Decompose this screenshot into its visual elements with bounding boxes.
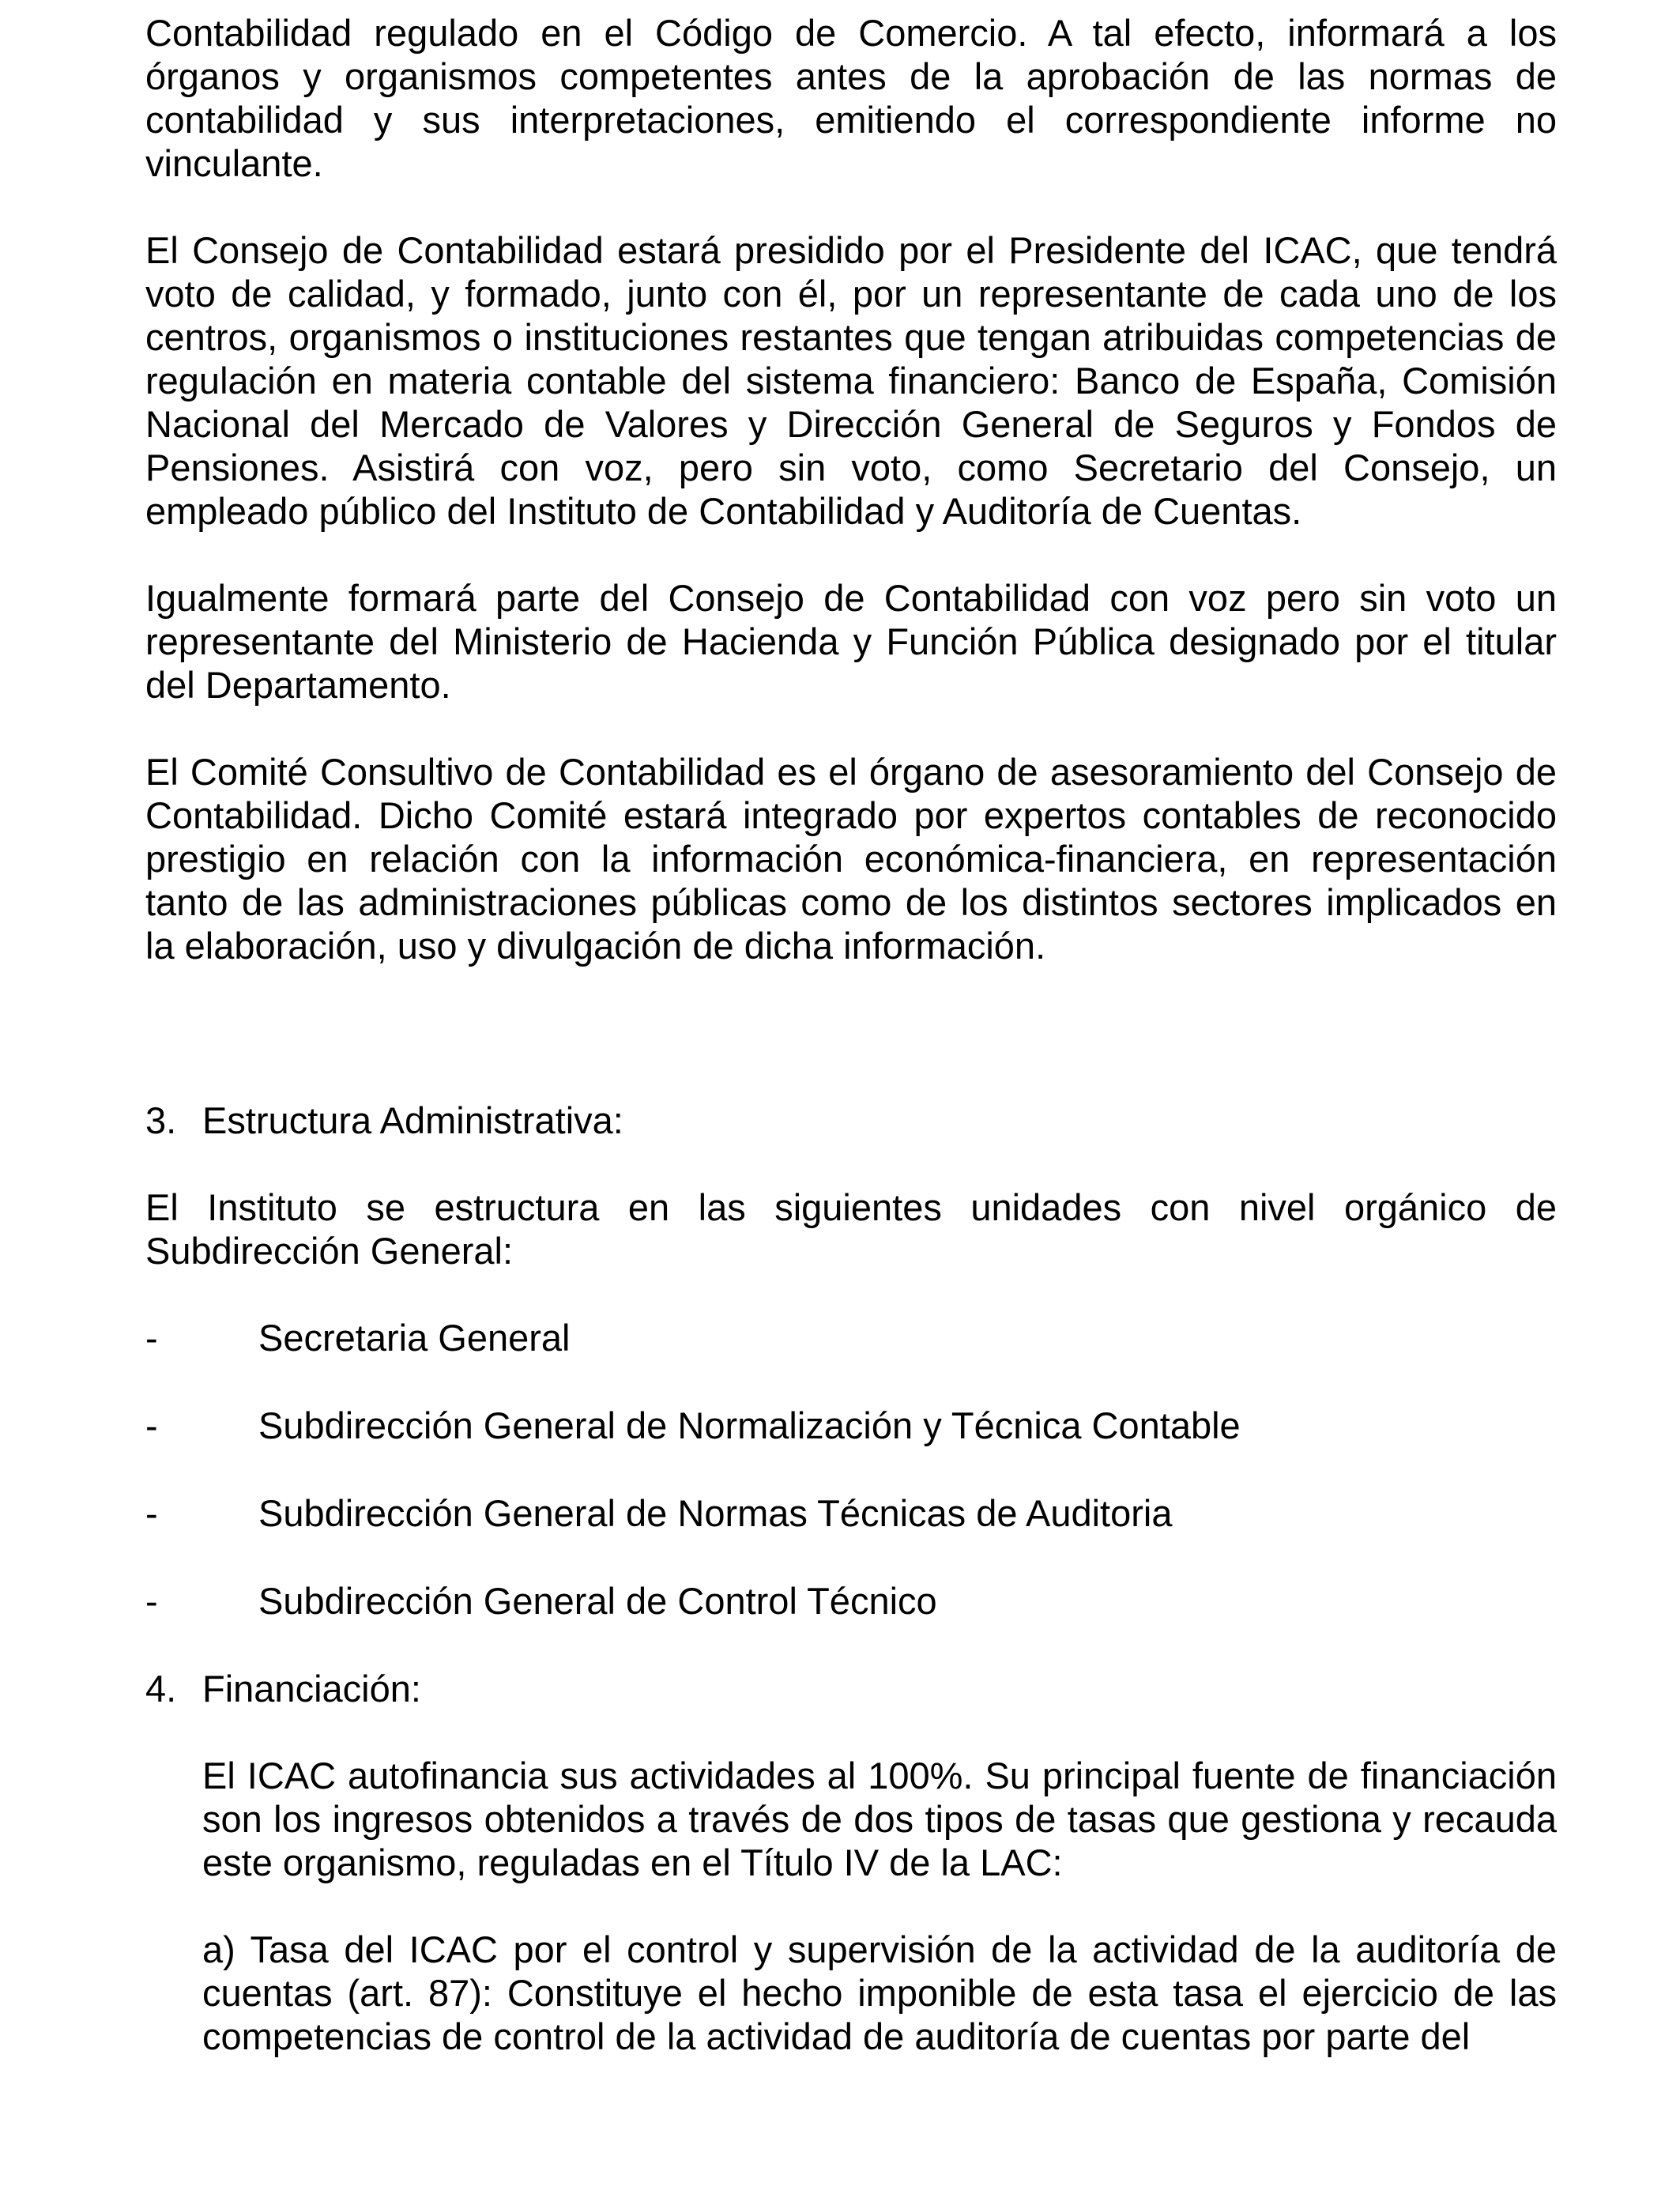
section-4-number: 4. [145, 1668, 177, 1710]
list-item-text: Subdirección General de Normas Técnicas de Auditoria [258, 1492, 1173, 1534]
dash-marker: - [145, 1492, 158, 1534]
dash-marker: - [145, 1317, 158, 1359]
section-4-paragraph-autofinancia: El ICAC autofinancia sus actividades al 100%. Su principal fuente de financiación son los ingresos obtenidos a través de dos tipos de tasas que gestiona y recauda este organismo, reguladas en el Título IV de la LAC: [202, 1755, 1557, 1883]
section-3-intro: El Instituto se estructura en las siguientes unidades con nivel orgánico de Subdirección General: [145, 1186, 1557, 1272]
paragraph-consejo-composicion: El Consejo de Contabilidad estará presidido por el Presidente del ICAC, que tendrá voto de calidad, y formado, junto con él, por un representante de cada uno de los centros, organismos o instituciones restantes que tengan atribuidas competencias de regulación en materia contable del sistema financiero: Banco de España, Comisión Nacional del Mercado de Valores y Dirección General de Seguros y Fondos de Pensiones. Asistirá con voz, pero sin voto, como Secretario del Consejo, un empleado público del Instituto de Contabilidad y Auditoría de Cuentas. [145, 229, 1557, 532]
paragraph-comite-consultivo: El Comité Consultivo de Contabilidad es el órgano de asesoramiento del Consejo de Contabilidad. Dicho Comité estará integrado por expertos contables de reconocido prestigio en relación con la información económica-financiera, en representación tanto de las administraciones públicas como de los distintos sectores implicados en la elaboración, uso y divulgación de dicha información. [145, 751, 1557, 967]
list-item-text: Subdirección General de Control Técnico [258, 1580, 937, 1622]
list-item-text: Subdirección General de Normalización y Técnica Contable [258, 1404, 1241, 1446]
section-3-title: Estructura Administrativa: [202, 1099, 623, 1141]
section-4-heading [145, 1667, 1557, 1710]
section-4-title: Financiación: [202, 1668, 421, 1710]
dash-marker: - [145, 1404, 158, 1446]
section-4-paragraph-tasa-a: a) Tasa del ICAC por el control y supervisión de la actividad de la auditoría de cuentas (art. 87): Constituye el hecho imponible de esta tasa el ejercicio de las competencias de control de la actividad de auditoría de cuentas por parte del [202, 1928, 1557, 2057]
paragraph-consejo-funciones: Contabilidad regulado en el Código de Comercio. A tal efecto, informará a los órganos y organismos competentes antes de la aprobación de las normas de contabilidad y sus interpretaciones, emitiendo el correspondiente informe no vinculante. [145, 12, 1557, 184]
list-item-normalizacion [145, 1404, 1557, 1447]
section-spacer [145, 967, 1557, 1099]
dash-marker: - [145, 1580, 158, 1622]
list-item-text: Secretaria General [258, 1317, 571, 1359]
list-item-secretaria [145, 1316, 1557, 1359]
list-item-normas-auditoria [145, 1491, 1557, 1535]
section-3-number: 3. [145, 1099, 177, 1141]
section-3-heading [145, 1099, 1557, 1142]
list-item-control-tecnico [145, 1579, 1557, 1623]
document-body [145, 11, 1557, 2058]
paragraph-representante-ministerio: Igualmente formará parte del Consejo de Contabilidad con voz pero sin voto un representante del Ministerio de Hacienda y Función Pública designado por el titular del Departamento. [145, 577, 1557, 706]
